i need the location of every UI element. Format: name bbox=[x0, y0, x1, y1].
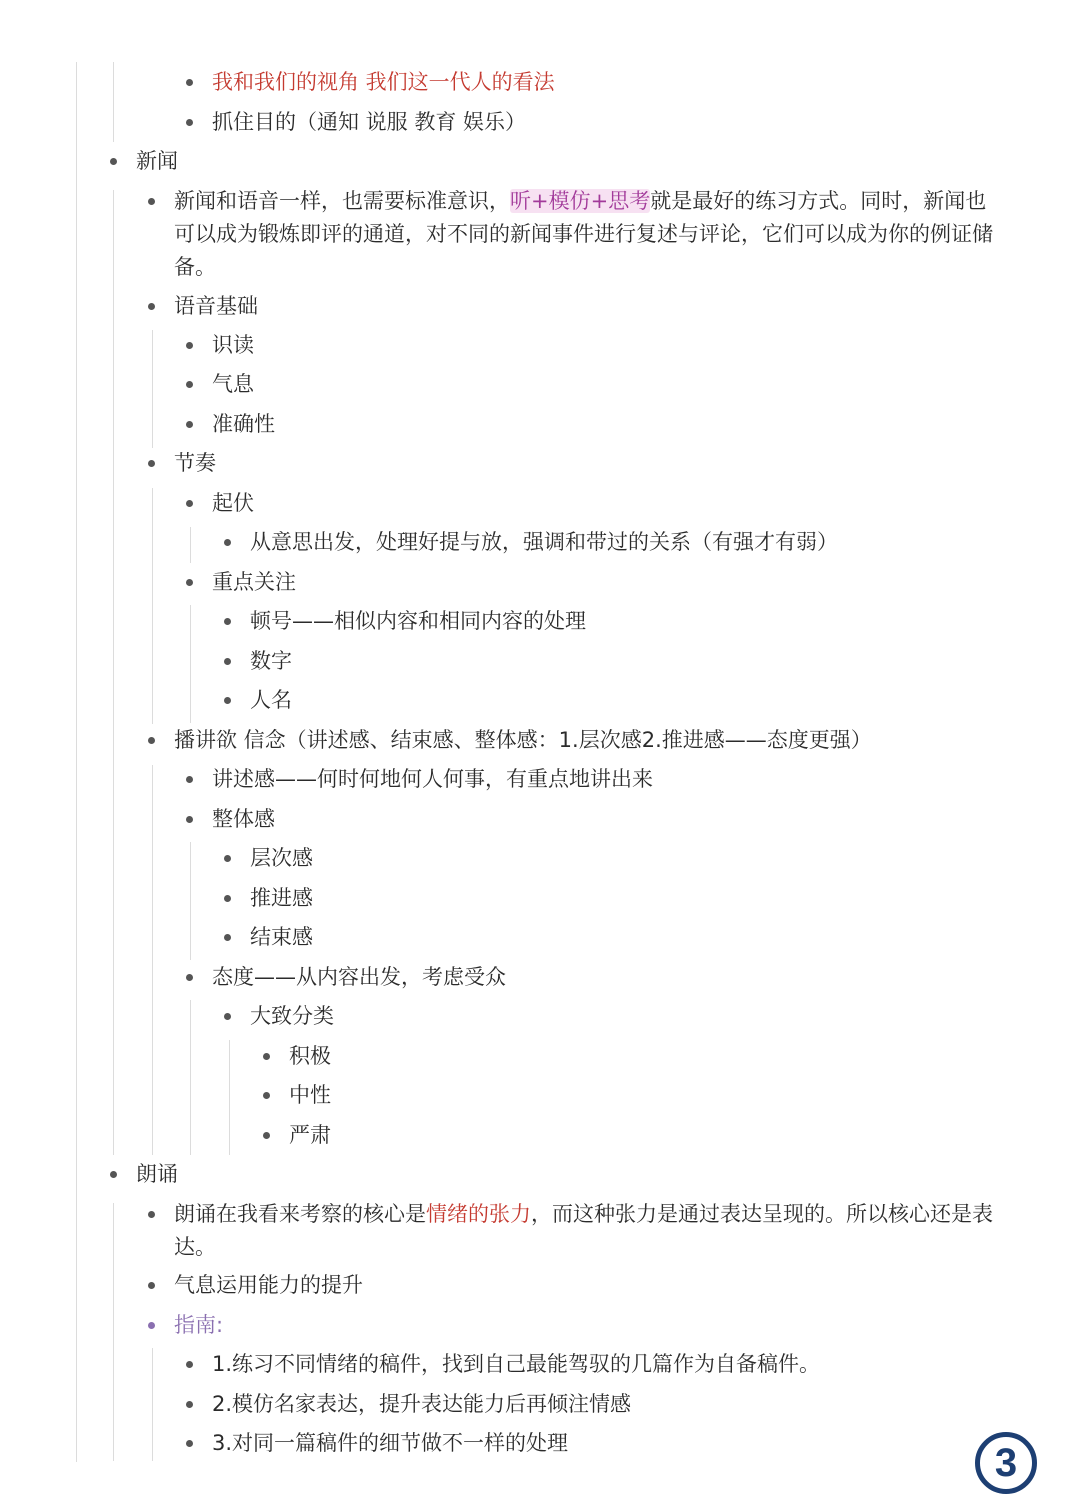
item-text: 大致分类 bbox=[250, 1004, 334, 1028]
list-item bbox=[174, 1198, 1004, 1264]
item-text: 重点关注 bbox=[212, 570, 296, 594]
list-item bbox=[250, 921, 313, 954]
bullet bbox=[186, 974, 193, 981]
list-item bbox=[174, 290, 258, 323]
item-text: 态度——从内容出发，考虑受众 bbox=[212, 965, 506, 989]
list-item bbox=[174, 724, 872, 757]
item-text: 播讲欲 信念（讲述感、结束感、整体感：1.层次感2.推进感——态度更强） bbox=[174, 728, 872, 752]
item-text: 识读 bbox=[212, 333, 254, 357]
bullet bbox=[110, 158, 117, 165]
list-item bbox=[289, 1040, 331, 1073]
list-item bbox=[212, 566, 296, 599]
list-item bbox=[250, 526, 838, 559]
list-item bbox=[250, 1000, 334, 1033]
list-item bbox=[174, 1309, 223, 1342]
tree-guide-level-4 bbox=[190, 605, 191, 723]
item-text: 顿号——相似内容和相同内容的处理 bbox=[250, 609, 586, 633]
bullet bbox=[263, 1092, 270, 1099]
list-item bbox=[212, 1427, 568, 1460]
item-text: 朗诵在我看来考察的核心是 bbox=[174, 1202, 426, 1226]
tree-guide-level-2 bbox=[113, 62, 114, 142]
list-item bbox=[212, 803, 275, 836]
tree-guide-level-3 bbox=[152, 765, 153, 1155]
bullet bbox=[186, 381, 193, 388]
item-text: 从意思出发，处理好提与放，强调和带过的关系（有强才有弱） bbox=[250, 530, 838, 554]
tree-guide-level-4 bbox=[190, 527, 191, 563]
bullet bbox=[148, 460, 155, 467]
bullet bbox=[263, 1053, 270, 1060]
bullet bbox=[186, 500, 193, 507]
item-text: 整体感 bbox=[212, 807, 275, 831]
bullet bbox=[110, 1171, 117, 1178]
bullet bbox=[224, 1013, 231, 1020]
bullet bbox=[186, 1361, 193, 1368]
item-text: 讲述感——何时何地何人何事，有重点地讲出来 bbox=[212, 767, 653, 791]
tree-guide-level-4 bbox=[190, 842, 191, 960]
bullet bbox=[224, 934, 231, 941]
list-item bbox=[212, 66, 555, 99]
item-text: 数字 bbox=[250, 649, 292, 673]
item-text: 抓住目的（通知 说服 教育 娱乐） bbox=[212, 110, 527, 134]
item-text: 朗诵 bbox=[136, 1162, 178, 1186]
list-item bbox=[212, 368, 254, 401]
list-item bbox=[212, 1348, 820, 1381]
list-item bbox=[212, 408, 275, 441]
tree-guide-level-3 bbox=[152, 488, 153, 724]
section-news bbox=[136, 145, 178, 178]
list-item bbox=[174, 1269, 363, 1302]
item-text: 结束感 bbox=[250, 925, 313, 949]
bullet bbox=[186, 1401, 193, 1408]
bullet bbox=[148, 737, 155, 744]
list-item bbox=[289, 1119, 331, 1152]
emphasized-text: 情绪的张力 bbox=[426, 1202, 531, 1226]
bullet bbox=[186, 776, 193, 783]
item-text: 推进感 bbox=[250, 886, 313, 910]
tree-guide-level-2 bbox=[113, 190, 114, 1155]
bullet bbox=[224, 855, 231, 862]
item-text: 3.对同一篇稿件的细节做不一样的处理 bbox=[212, 1431, 569, 1455]
list-item bbox=[250, 882, 313, 915]
item-text: 指南: bbox=[174, 1313, 224, 1337]
list-item bbox=[250, 605, 586, 638]
list-item bbox=[289, 1079, 331, 1112]
bullet bbox=[186, 79, 193, 86]
page-number-badge: 3 bbox=[975, 1432, 1037, 1494]
item-text: 语音基础 bbox=[174, 294, 258, 318]
item-text: 积极 bbox=[289, 1044, 331, 1068]
bullet bbox=[224, 697, 231, 704]
item-text: 人名 bbox=[250, 688, 292, 712]
tree-guide-level-2 bbox=[113, 1203, 114, 1461]
list-item bbox=[212, 763, 653, 796]
highlighted-text: 听+模仿+思考 bbox=[510, 189, 651, 213]
list-item bbox=[212, 1388, 631, 1421]
list-item bbox=[212, 487, 254, 520]
tree-guide-level-5 bbox=[229, 1040, 230, 1155]
bullet bbox=[186, 421, 193, 428]
bullet bbox=[148, 198, 155, 205]
item-text: 气息运用能力的提升 bbox=[174, 1273, 363, 1297]
list-item bbox=[250, 645, 292, 678]
list-item bbox=[174, 447, 216, 480]
item-text: 我和我们的视角 我们这一代人的看法 bbox=[212, 70, 555, 94]
item-text: 准确性 bbox=[212, 412, 275, 436]
item-text: 中性 bbox=[289, 1083, 331, 1107]
list-item bbox=[212, 329, 254, 362]
item-text: 就是最好的练习方式。同时，新闻也可以成为锻炼即评的通道，对不同的新闻事件进行复述与评论，它们可以成为你的例证储备。 bbox=[174, 189, 993, 279]
bullet bbox=[186, 579, 193, 586]
tree-guide-level-4 bbox=[190, 1000, 191, 1155]
tree-guide-level-3 bbox=[152, 1348, 153, 1461]
item-text: 起伏 bbox=[212, 491, 254, 515]
section-recite bbox=[136, 1158, 178, 1191]
item-text: 新闻和语音一样，也需要标准意识， bbox=[174, 189, 510, 213]
bullet bbox=[186, 342, 193, 349]
item-text: 节奏 bbox=[174, 451, 216, 475]
item-text: 层次感 bbox=[250, 846, 313, 870]
bullet bbox=[224, 618, 231, 625]
bullet bbox=[224, 895, 231, 902]
list-item bbox=[212, 106, 526, 139]
bullet bbox=[263, 1132, 270, 1139]
list-item bbox=[250, 684, 292, 717]
bullet bbox=[148, 1322, 155, 1329]
list-item bbox=[174, 185, 1004, 284]
bullet bbox=[148, 1211, 155, 1218]
bullet bbox=[148, 303, 155, 310]
item-text: 1.练习不同情绪的稿件，找到自己最能驾驭的几篇作为自备稿件。 bbox=[212, 1352, 821, 1376]
tree-guide-level-1 bbox=[76, 62, 77, 1462]
item-text: 新闻 bbox=[136, 149, 178, 173]
item-text: ，而这种张力是通过表达呈现的。所以核心还是表达。 bbox=[174, 1202, 993, 1259]
item-text: 严肃 bbox=[289, 1123, 331, 1147]
bullet bbox=[186, 119, 193, 126]
tree-guide-level-3 bbox=[152, 330, 153, 448]
item-text: 2.模仿名家表达，提升表达能力后再倾注情感 bbox=[212, 1392, 632, 1416]
list-item bbox=[250, 842, 313, 875]
list-item bbox=[212, 961, 506, 994]
bullet bbox=[186, 1440, 193, 1447]
bullet bbox=[224, 539, 231, 546]
bullet bbox=[186, 816, 193, 823]
item-text: 气息 bbox=[212, 372, 254, 396]
bullet bbox=[148, 1282, 155, 1289]
bullet bbox=[224, 658, 231, 665]
